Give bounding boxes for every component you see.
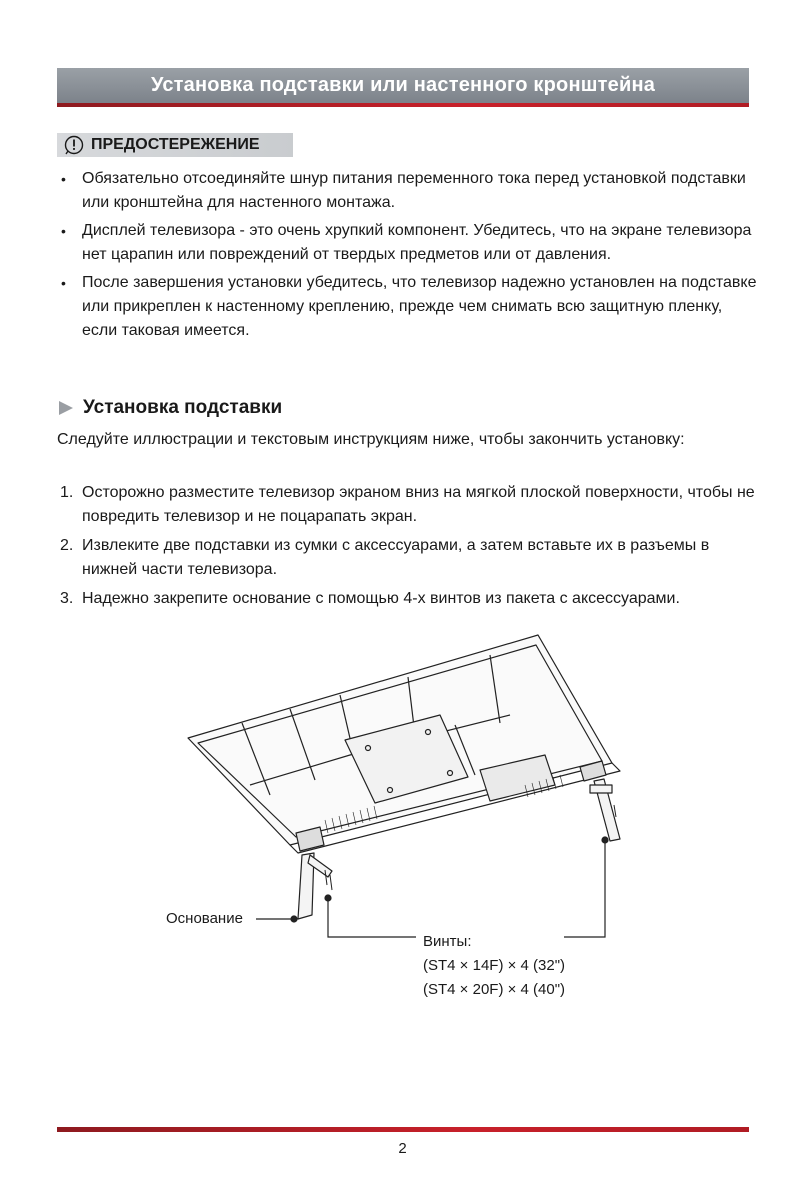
section-heading xyxy=(57,397,282,419)
step-number: 2. xyxy=(60,537,74,554)
caution-tag xyxy=(57,133,293,157)
step-text: Надежно закрепите основание с помощью 4-х винтов из пакета с аксессуарами. xyxy=(82,590,680,607)
title-bar xyxy=(57,68,749,103)
screw-right xyxy=(614,805,616,817)
section-title: Установка подставки xyxy=(83,397,283,418)
title-underline xyxy=(57,103,749,107)
callout-screw-line-right xyxy=(564,840,605,937)
caution-item-text: После завершения установки убедитесь, что телевизор надежно установлен на подставке или прикреплен к настенному креплению, прежде чем снимать всю защитную пленку, если таковая имеется. xyxy=(82,274,757,339)
right-stand-foot xyxy=(590,779,620,841)
step-item xyxy=(57,587,757,611)
step-text: Извлеките две подставки из сумки с аксессуарами, а затем вставьте их в разъемы в нижней части телевизора. xyxy=(82,537,710,578)
bullet-dot: • xyxy=(61,275,66,291)
caution-list xyxy=(57,167,757,347)
caution-item xyxy=(57,167,757,215)
caution-label: ПРЕДОСТЕРЕЖЕНИЕ xyxy=(91,136,260,153)
step-number: 3. xyxy=(60,590,74,607)
tv-stand-illustration xyxy=(150,615,650,1015)
caution-item xyxy=(57,219,757,267)
footer-rule xyxy=(57,1127,749,1132)
step-number: 1. xyxy=(60,484,74,501)
caution-icon xyxy=(63,134,85,156)
left-stand-foot xyxy=(298,853,332,919)
base-label: Основание xyxy=(166,910,243,927)
screws-title: Винты: xyxy=(423,933,472,950)
callout-screw-line-left xyxy=(328,900,416,937)
step-item xyxy=(57,534,757,582)
section-intro: Следуйте иллюстрации и текстовым инструкциям ниже, чтобы закончить установку: xyxy=(57,431,685,448)
page-title: Установка подставки или настенного кронштейна xyxy=(150,74,656,96)
caution-item xyxy=(57,271,757,343)
bullet-dot: • xyxy=(61,171,66,187)
caution-item-text: Обязательно отсоединяйте шнур питания переменного тока перед установкой подставки или кронштейна для настенного монтажа. xyxy=(82,170,746,211)
screws-label-block xyxy=(423,930,565,1002)
screws-spec-32: (ST4 × 14F) × 4 (32") xyxy=(423,957,566,974)
step-item xyxy=(57,481,757,529)
steps-list xyxy=(57,481,757,616)
bullet-dot: • xyxy=(61,223,66,239)
step-text: Осторожно разместите телевизор экраном вниз на мягкой плоской поверхности, чтобы не повредить телевизор и не поцарапать экран. xyxy=(82,484,755,525)
page-number: 2 xyxy=(398,1140,407,1157)
triangle-arrow-icon xyxy=(57,400,75,416)
caution-item-text: Дисплей телевизора - это очень хрупкий компонент. Убедитесь, что на экране телевизора нет царапин или повреждений от твердых предметов или от давления. xyxy=(82,222,752,263)
screws-spec-40: (ST4 × 20F) × 4 (40") xyxy=(423,981,566,998)
